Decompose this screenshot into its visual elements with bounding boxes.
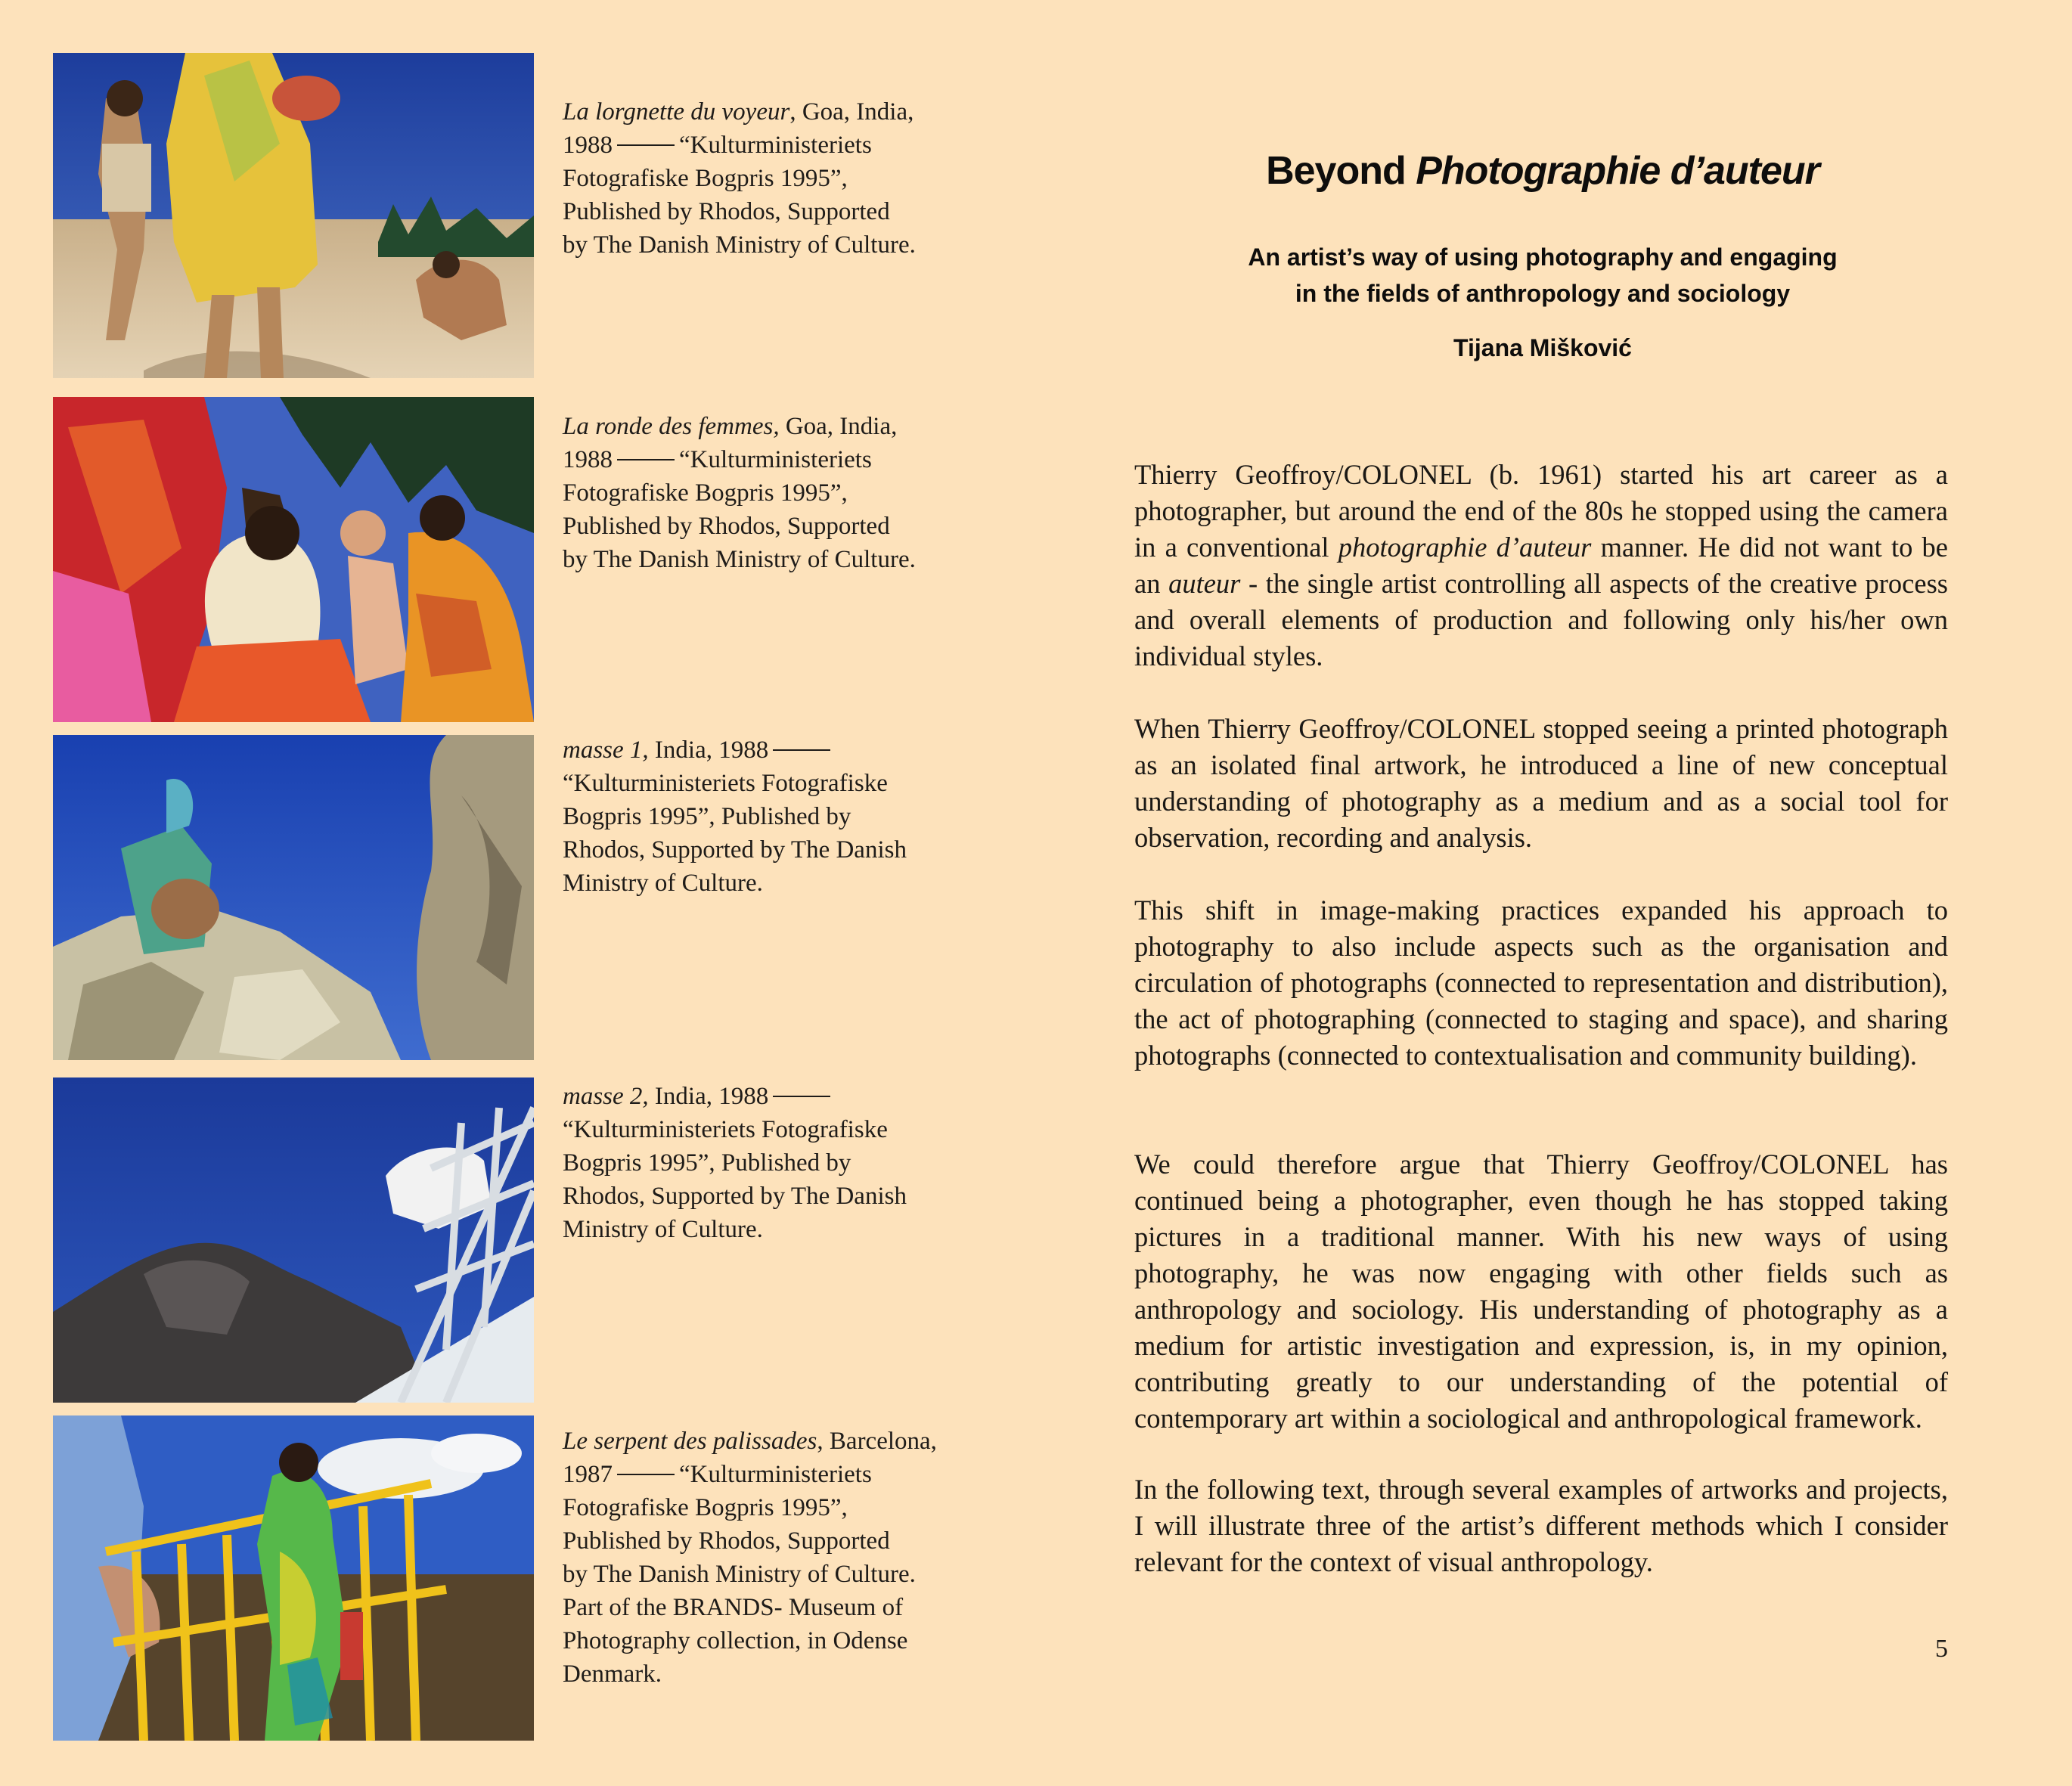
caption-title: masse 2, [563, 1083, 649, 1110]
caption-photo-5 [563, 1425, 956, 1691]
paragraph-italic: photographie d’auteur [1338, 532, 1592, 563]
article-paragraph-4 [1134, 1146, 1948, 1437]
caption-line: Photography collection, in Odense [563, 1627, 908, 1654]
caption-line: by The Danish Ministry of Culture. [563, 231, 916, 259]
caption-title: masse 1, [563, 736, 649, 764]
caption-dash-rule [617, 1474, 675, 1475]
caption-line: Fotografiske Bogpris 1995”, [563, 165, 848, 192]
caption-award: “Kulturministeriets [679, 132, 872, 159]
caption-line: Ministry of Culture. [563, 1216, 763, 1243]
paragraph-text: Thierry Geoffroy/COLONEL (b. 1961) started his art career as a photographer, but around the end of the 80s he stopped using the camera in a conventional [1134, 459, 1948, 563]
caption-photo-1 [563, 95, 956, 262]
article-subtitle-line: in the fields of anthropology and sociology [1295, 280, 1791, 307]
caption-title: Le serpent des palissades [563, 1428, 817, 1455]
paragraph-text: manner. He did not want to be an [1134, 532, 1949, 599]
caption-line: Ministry of Culture. [563, 870, 763, 897]
article-title [1119, 148, 1966, 194]
caption-line: Fotografiske Bogpris 1995”, [563, 1494, 848, 1521]
caption-line: Published by Rhodos, Supported [563, 198, 890, 225]
paragraph-text: When Thierry Geoffroy/COLONEL stopped seeing a printed photograph as an isolated final artwork, he introduced a line of new conceptual understanding of photography as a medium and as a social tool for observation, recording and analysis. [1134, 713, 1948, 853]
caption-title: La lorgnette du voyeur [563, 98, 790, 126]
photo-masse-2 [53, 1077, 534, 1403]
caption-photo-2 [563, 410, 956, 576]
caption-location: , Goa, India, [789, 98, 914, 126]
caption-line: Published by Rhodos, Supported [563, 1527, 890, 1555]
caption-line: Part of the BRANDS- Museum of [563, 1594, 904, 1621]
caption-award: “Kulturministeriets [679, 1461, 872, 1488]
caption-line: “Kulturministeriets Fotografiske [563, 770, 888, 797]
caption-line: by The Danish Ministry of Culture. [563, 1561, 916, 1588]
photo-la-lorgnette-du-voyeur [53, 53, 534, 378]
caption-location: India, 1988 [648, 1083, 769, 1110]
article-paragraph-2 [1134, 711, 1948, 856]
page-number: 5 [1935, 1635, 1948, 1663]
caption-dash-rule [773, 749, 830, 751]
photo-le-serpent-des-palissades [53, 1415, 534, 1741]
caption-location: , Barcelona, [817, 1428, 937, 1455]
paragraph-italic: auteur [1168, 568, 1241, 599]
caption-award: “Kulturministeriets [679, 446, 872, 473]
paragraph-text: We could therefore argue that Thierry Geoffroy/COLONEL has continued being a photographer, even though he has stopped taking pictures in a traditional manner. With his new ways of using photography, he was now engaging with other fields such as anthropology and sociology. His understanding of photography as a medium for artistic investigation and expression, is, in my opinion, contributing greatly to our understanding of the potential of contemporary art within a sociological and anthropological framework. [1134, 1149, 1948, 1434]
article-subtitle-line: An artist’s way of using photography and engaging [1248, 243, 1838, 271]
paragraph-text: - the single artist controlling all aspects of the creative process and overall elements of production and following only his/her own individual styles. [1134, 568, 1948, 671]
article-title-italic: Photographie d’auteur [1416, 149, 1819, 193]
caption-line: Rhodos, Supported by The Danish [563, 1183, 907, 1210]
caption-year: 1988 [563, 132, 613, 159]
caption-dash-rule [617, 459, 675, 460]
article-author: Tijana Mišković [1453, 334, 1632, 361]
caption-line: Denmark. [563, 1660, 662, 1688]
article-paragraph-3 [1134, 892, 1948, 1074]
caption-year: 1988 [563, 446, 613, 473]
caption-line: Published by Rhodos, Supported [563, 513, 890, 540]
caption-line: Fotografiske Bogpris 1995”, [563, 479, 848, 507]
caption-location: India, 1988 [648, 736, 769, 764]
caption-line: Rhodos, Supported by The Danish [563, 836, 907, 864]
article-subtitle [1119, 239, 1966, 312]
caption-dash-rule [617, 144, 675, 146]
caption-dash-rule [773, 1096, 830, 1097]
caption-location: Goa, India, [779, 413, 898, 440]
photo-la-ronde-des-femmes [53, 397, 534, 722]
paragraph-text: In the following text, through several examples of artworks and projects, I will illustrate three of the artist’s different methods which I consider relevant for the context of visual anthropology. [1134, 1474, 1948, 1577]
article-paragraph-5 [1134, 1471, 1948, 1580]
caption-title: La ronde des femmes, [563, 413, 780, 440]
caption-line: “Kulturministeriets Fotografiske [563, 1116, 888, 1143]
caption-year: 1987 [563, 1461, 613, 1488]
article-paragraph-1 [1134, 457, 1948, 674]
caption-line: Bogpris 1995”, Published by [563, 803, 851, 830]
caption-photo-4 [563, 1080, 956, 1246]
photo-masse-1 [53, 735, 534, 1060]
caption-line: Bogpris 1995”, Published by [563, 1149, 851, 1177]
caption-line: by The Danish Ministry of Culture. [563, 546, 916, 573]
article-title-plain: Beyond [1266, 149, 1416, 193]
paragraph-text: This shift in image-making practices expanded his approach to photography to also include aspects such as the organisation and circulation of photographs (connected to representation and distribution), the act of photographing (connected to staging and space), and sharing photographs (connected to contextualisation and community building). [1134, 895, 1948, 1071]
caption-photo-3 [563, 733, 956, 900]
